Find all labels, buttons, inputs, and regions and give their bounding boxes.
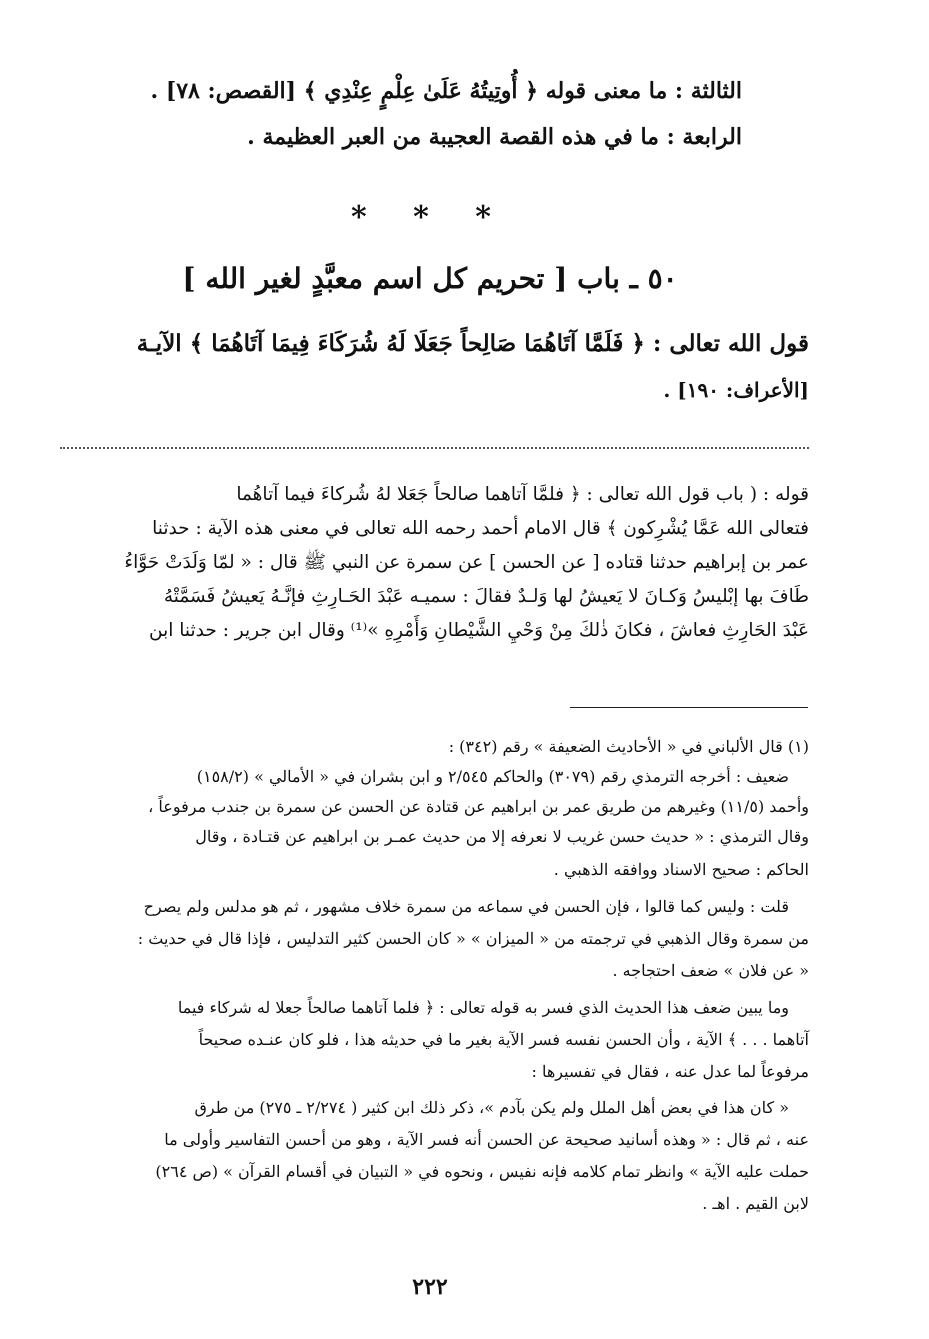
- commentary-block: [119, 478, 809, 648]
- dotted-divider: [60, 447, 809, 449]
- footnote-line: وقال الترمذي : « حديث حسن غريب لا نعرفه إلا من حديث عمـر بن ابراهيم عن قتـادة ، وقال: [195, 827, 809, 846]
- commentary-line: طَافَ بها إبْليسُ وَكـانَ لا يَعيشُ لها وَلـدٌ فقالَ : سميـه عَبْدَ الحَـارِثِ فإنَّـهُ يَعيشُ فَسَمَّتْهُ: [163, 586, 809, 607]
- footnote-line: عنه ، ثم قال : « وهذه أسانيد صحيحة عن الحسن أنه فسر الآية ، وهو من أحسن التفاسير وأولى ما: [164, 1130, 809, 1149]
- section-separator: * * *: [351, 200, 509, 235]
- footnote-line: لابن القيم . اهـ .: [702, 1194, 809, 1213]
- page-number: ٢٢٢: [412, 1274, 448, 1300]
- footnote-line: من سمرة وقال الذهبي في ترجمته من « الميزان » « كان الحسن كثير التدليس ، فإذا قال في حديث :: [137, 929, 809, 948]
- commentary-line: عمر بن إبراهيم حدثنا قتاده [ عن الحسن ] عن سمرة عن النبي ﷺ قال : « لمّا وَلَدَتْ حَوَّاءُ: [124, 552, 809, 573]
- commentary-line: عَبْدَ الحَارِثِ فعاشَ ، فكانَ ذٰلكَ مِنْ وَحْيِ الشَّيْطانِ وَأَمْرِهِ »⁽¹⁾ وقال ابن جرير : حدثنا ابن: [149, 620, 809, 641]
- footnote-line: « كان هذا في بعض أهل الملل ولم يكن بآدم »، ذكر ذلك ابن كثير ( ٢/٢٧٤ ـ ٢٧٥) من طرق: [194, 1098, 789, 1117]
- commentary-line: فتعالى الله عَمَّا يُشْرِكون ﴾ قال الامام أحمد رحمه الله تعالى في معنى هذه الآية : حدثنا: [152, 518, 809, 539]
- chapter-title: ٥٠ ـ باب [ تحريم كل اسم معبَّدٍ لغير الله ]: [182, 262, 678, 295]
- footnote-line: (١) قال الألباني في « الأحاديث الضعيفة » رقم (٣٤٢) :: [448, 737, 809, 756]
- verse-line-1: قول الله تعالى : ﴿ فَلَمَّا آتَاهُمَا صَالِحاً جَعَلَا لَهُ شُرَكَاءَ فِيمَا آتَاهُمَا ﴾ الآيـة: [136, 330, 809, 357]
- intro-line-3: الثالثة : ما معنى قوله ﴿ أُوتِيتُهُ عَلَىٰ عِلْمٍ عِنْدِي ﴾ [القصص: ٧٨] .: [150, 78, 742, 104]
- footnote-line: « عن فلان » ضعف احتجاجه .: [612, 961, 809, 980]
- verse-reference: [الأعراف: ١٩٠] .: [663, 378, 809, 402]
- footnote-line: ضعيف : أخرجه الترمذي رقم (٣٠٧٩) والحاكم ٢/٥٤٥ و ابن بشران في « الأمالي » (١٥٨/٢): [196, 767, 789, 786]
- commentary-line: قوله : ( باب قول الله تعالى : ﴿ فلمَّا آتاهما صالحاً جَعَلا لهُ شُركاءَ فيما آتاهُما: [236, 484, 809, 505]
- footnote-line: حملت عليه الآية » وانظر تمام كلامه فإنه نفيس ، ونحوه في « التبيان في أقسام القرآن » (ص ٢٦٤): [155, 1162, 809, 1181]
- footnote-line: قلت : وليس كما قالوا ، فإن الحسن في سماعه من سمرة خلاف مشهور ، ثم هو مدلس ولم يصرح: [143, 897, 789, 916]
- footnote-line: الحاكم : صحيح الاسناد ووافقه الذهبي .: [553, 860, 809, 879]
- footnote-rule: [570, 707, 808, 708]
- footnote-line: آتاهما . . . ﴾ الآية ، وأن الحسن نفسه فسر الآية بغير ما في حديثه هذا ، فلو كان عنـده صحيحاً: [198, 1030, 809, 1049]
- intro-line-4: الرابعة : ما في هذه القصة العجيبة من العبر العظيمة .: [247, 124, 742, 150]
- footnote-line: وأحمد (١١/٥) وغيرهم من طريق عمر بن ابراهيم عن قتادة عن الحسن عن سمرة بن جندب مرفوعاً ،: [148, 797, 809, 816]
- footnote-line: مرفوعاً لما عدل عنه ، فقال في تفسيرها :: [531, 1062, 809, 1081]
- footnote-line: وما يبين ضعف هذا الحديث الذي فسر به قوله تعالى : ﴿ فلما آتاهما صالحاً جعلا له شركاء فيما: [177, 998, 789, 1017]
